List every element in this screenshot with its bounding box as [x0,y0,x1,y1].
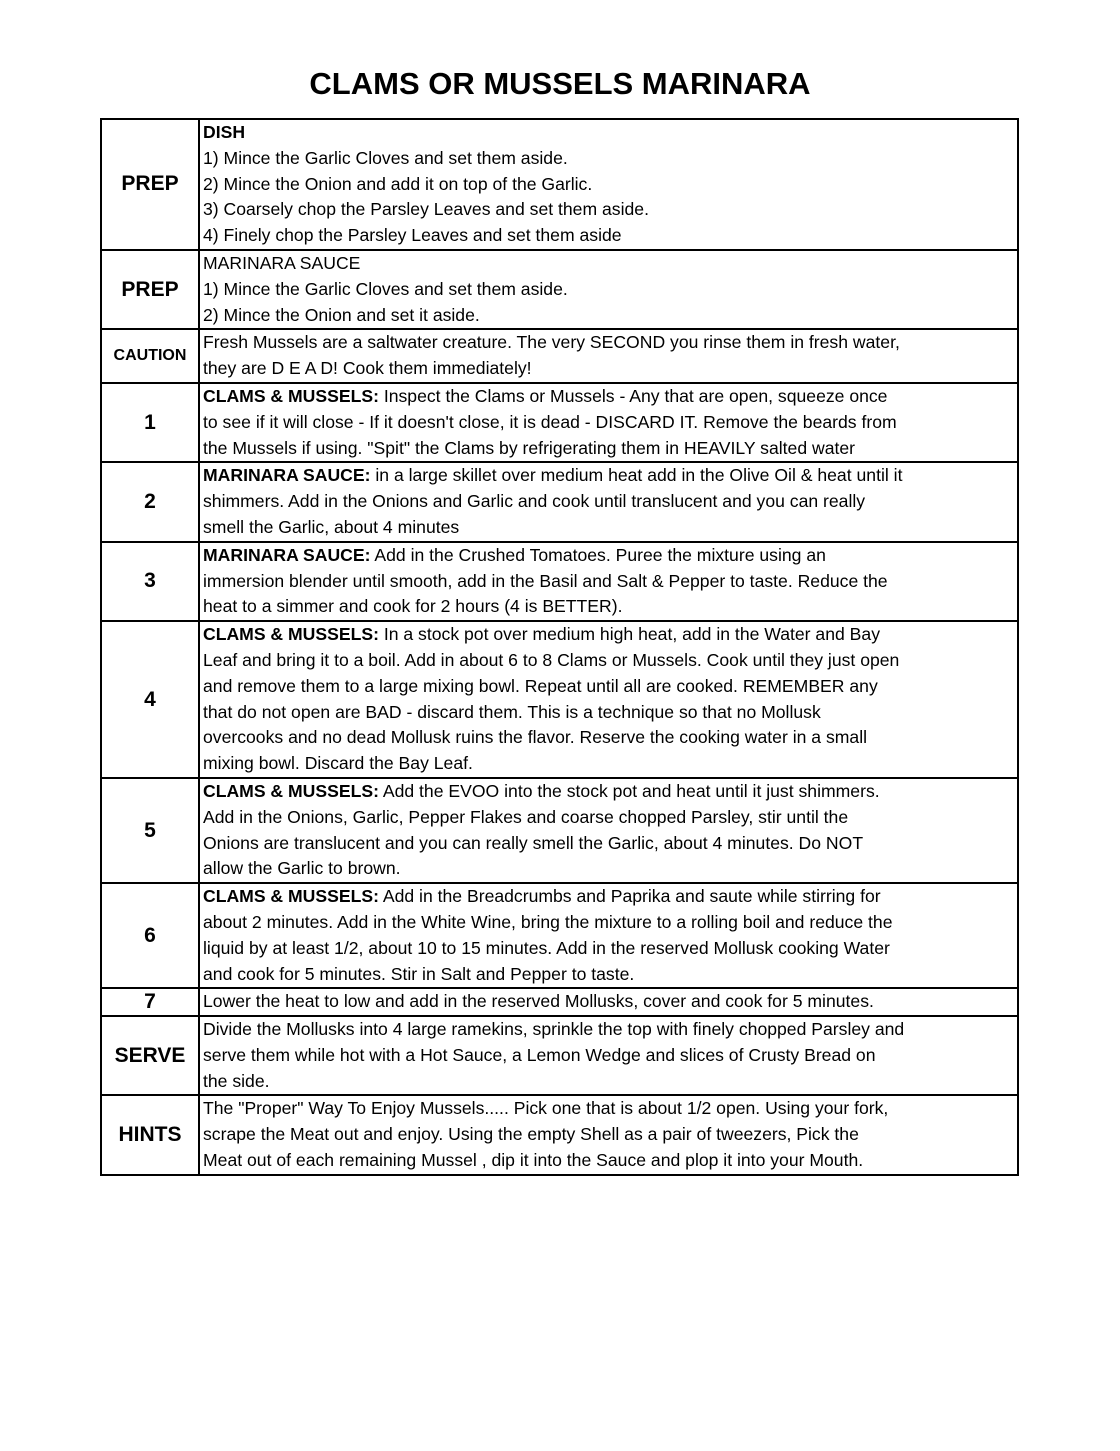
row-line: in a large skillet over medium heat add in the Olive Oil & heat until it [370,465,903,486]
row-line: Add in the Onions, Garlic, Pepper Flakes and coarse chopped Parsley, stir until the [203,806,849,827]
row-label: 7 [101,988,199,1016]
row-line: Add in the Crushed Tomatoes. Puree the mixture using an [370,544,826,565]
recipe-title: CLAMS OR MUSSELS MARINARA [309,66,811,101]
row-line: serve them while hot with a Hot Sauce, a Lemon Wedge and slices of Crusty Bread on [203,1044,876,1065]
table-row [101,329,1018,383]
row-line: Onions are translucent and you can really smell the Garlic, about 4 minutes. Do NOT [203,832,864,853]
table-row [101,988,1018,1016]
table-row [101,621,1018,778]
row-label: PREP [101,250,199,329]
row-line: Fresh Mussels are a saltwater creature. The very SECOND you rinse them in fresh water, [203,332,900,353]
row-line: immersion blender until smooth, add in the Basil and Salt & Pepper to taste. Reduce the [203,570,888,591]
table-row [101,778,1018,883]
row-line: that do not open are BAD - discard them. This is a technique so that no Mollusk [203,701,821,722]
row-line: the side. [203,1070,270,1091]
row-line: scrape the Meat out and enjoy. Using the empty Shell as a pair of tweezers, Pick the [203,1124,859,1145]
row-line: and cook for 5 minutes. Stir in Salt and Pepper to taste. [203,963,635,984]
row-label: HINTS [101,1095,199,1174]
row-line: to see if it will close - If it doesn't close, it is dead - DISCARD IT. Remove the beards from [203,411,897,432]
row-content [199,542,1018,621]
row-content [199,621,1018,778]
row-line: The "Proper" Way To Enjoy Mussels..... Pick one that is about 1/2 open. Using your fork, [203,1098,889,1119]
row-bold-prefix: CLAMS & MUSSELS: [203,886,379,907]
row-line: Lower the heat to low and add in the reserved Mollusks, cover and cook for 5 minutes. [203,991,874,1012]
row-content [199,250,1018,329]
row-label: PREP [101,119,199,250]
table-row [101,383,1018,462]
table-row [101,250,1018,329]
row-line: 2) Mince the Onion and set it aside. [203,304,480,325]
row-line: they are D E A D! Cook them immediately! [203,358,532,379]
row-content [199,383,1018,462]
row-content [199,988,1018,1016]
row-line: the Mussels if using. "Spit" the Clams by refrigerating them in HEAVILY salted water [203,437,856,458]
row-content [199,329,1018,383]
row-content [199,462,1018,541]
row-label: SERVE [101,1016,199,1095]
row-line: shimmers. Add in the Onions and Garlic and cook until translucent and you can really [203,491,866,512]
row-content [199,1095,1018,1174]
row-label: 2 [101,462,199,541]
row-line: Meat out of each remaining Mussel , dip it into the Sauce and plop it into your Mouth. [203,1150,864,1171]
row-line: Add in the Breadcrumbs and Paprika and saute while stirring for [378,886,881,907]
row-label: 1 [101,383,199,462]
row-heading: MARINARA SAUCE [203,252,361,273]
table-row [101,119,1018,250]
row-line: In a stock pot over medium high heat, add in the Water and Bay [378,624,880,645]
row-label: CAUTION [101,329,199,383]
row-line: 4) Finely chop the Parsley Leaves and set them aside [203,225,622,246]
row-line: Leaf and bring it to a boil. Add in about 6 to 8 Clams or Mussels. Cook until they just open [203,649,900,670]
row-bold-prefix: CLAMS & MUSSELS: [203,780,379,801]
row-line: smell the Garlic, about 4 minutes [203,516,460,537]
row-line: overcooks and no dead Mollusk ruins the flavor. Reserve the cooking water in a small [203,727,868,748]
table-row [101,883,1018,988]
row-label: 4 [101,621,199,778]
row-line: mixing bowl. Discard the Bay Leaf. [203,753,473,774]
row-bold-prefix: CLAMS & MUSSELS: [203,385,379,406]
row-label: 6 [101,883,199,988]
row-content [199,778,1018,883]
row-label: 5 [101,778,199,883]
row-content [199,1016,1018,1095]
row-bold-prefix: CLAMS & MUSSELS: [203,624,379,645]
row-content [199,119,1018,250]
row-line: Add the EVOO into the stock pot and heat until it just shimmers. [378,780,880,801]
row-line: heat to a simmer and cook for 2 hours (4 is BETTER). [203,596,623,617]
row-bold-prefix: MARINARA SAUCE: [203,465,371,486]
table-row [101,1016,1018,1095]
table-row [101,1095,1018,1174]
recipe-steps-table [100,118,1019,1176]
row-heading: DISH [203,122,246,142]
row-line: Inspect the Clams or Mussels - Any that are open, squeeze once [378,385,888,406]
row-line: allow the Garlic to brown. [203,858,401,879]
row-line: 1) Mince the Garlic Cloves and set them aside. [203,147,568,168]
row-line: liquid by at least 1/2, about 10 to 15 minutes. Add in the reserved Mollusk cooking Water [203,937,890,958]
row-line: 2) Mince the Onion and add it on top of the Garlic. [203,173,593,194]
row-line: 3) Coarsely chop the Parsley Leaves and set them aside. [203,199,649,220]
table-row [101,542,1018,621]
table-row [101,462,1018,541]
row-label: 3 [101,542,199,621]
row-line: and remove them to a large mixing bowl. Repeat until all are cooked. REMEMBER any [203,675,878,696]
row-bold-prefix: MARINARA SAUCE: [203,544,371,565]
row-line: 1) Mince the Garlic Cloves and set them aside. [203,278,568,299]
row-content [199,883,1018,988]
row-line: Divide the Mollusks into 4 large ramekins, sprinkle the top with finely chopped Parsley and [203,1019,905,1040]
row-line: about 2 minutes. Add in the White Wine, bring the mixture to a rolling boil and reduce the [203,911,893,932]
